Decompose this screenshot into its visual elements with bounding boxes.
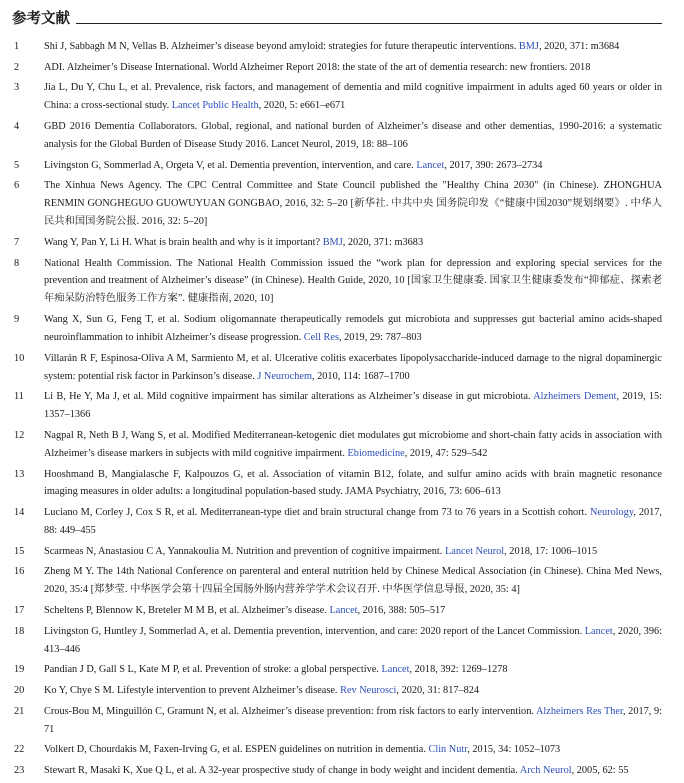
reference-item bbox=[0, 427, 684, 463]
journal-link[interactable]: Alzheimers Dement bbox=[533, 391, 617, 403]
reference-number: 5 bbox=[14, 159, 20, 171]
journal-link[interactable]: BMJ bbox=[518, 41, 539, 52]
reference-text: Scheltens P, Blennow K, Breteler M M B, et al. Alzheimer’s disease. bbox=[44, 605, 330, 617]
reference-text: Stewart R, Masaki K, Xue Q L, et al. A 32-year prospective study of change in body weight and incident dementia. bbox=[44, 765, 520, 777]
reference-text: Pandian J D, Gall S L, Kate M P, et al. Prevention of stroke: a global perspective. bbox=[44, 664, 382, 676]
reference-item bbox=[0, 38, 684, 56]
reference-number: 18 bbox=[14, 625, 25, 637]
reference-text: Jia L, Du Y, Chu L, et al. Prevalence, risk factors, and management of dementia and mild cognitive impairment in adults aged 60 years or older in China: a cross-sectional study. bbox=[44, 82, 662, 112]
reference-text: , 2017, 9: 71 bbox=[44, 705, 662, 735]
reference-item bbox=[0, 59, 684, 77]
reference-text: Villarán R F, Espinosa-Oliva A M, Sarmiento M, et al. Ulcerative colitis exacerbates lipopolysaccharide-induced damage to the nigral dopaminergic system: potential risk factor in Parkinson’s disease. bbox=[44, 352, 662, 382]
reference-number: 19 bbox=[14, 664, 25, 676]
reference-number: 15 bbox=[14, 545, 25, 557]
section-title: 参考文献 bbox=[12, 11, 70, 27]
journal-link[interactable]: Lancet bbox=[584, 625, 613, 637]
reference-number: 13 bbox=[14, 468, 25, 480]
reference-item bbox=[0, 602, 684, 620]
reference-item bbox=[0, 741, 684, 759]
reference-text: , 2005, 62: 55 bbox=[571, 765, 629, 777]
reference-text: Wang X, Sun G, Feng T, et al. Sodium oligomannate therapeutically remodels gut microbiota and suppresses gut bacterial amino acids-shaped neuroinflammation to inhibit Alzheimer’s disease progression. bbox=[44, 314, 662, 343]
reference-item bbox=[0, 311, 684, 347]
reference-number: 9 bbox=[14, 314, 20, 326]
reference-list bbox=[0, 38, 684, 783]
reference-number: 23 bbox=[14, 765, 25, 777]
reference-item bbox=[0, 388, 684, 424]
journal-link[interactable]: Neurology bbox=[589, 507, 634, 519]
reference-text: , 2019, 29: 787–803 bbox=[338, 331, 422, 343]
reference-text: , 2015, 34: 1052–1073 bbox=[467, 744, 561, 756]
reference-number: 1 bbox=[14, 41, 20, 52]
reference-text: Shi J, Sabbagh M N, Vellas B. Alzheimer’s disease beyond amyloid: strategies for future therapeutic interventions. bbox=[44, 41, 519, 52]
reference-number: 2 bbox=[14, 61, 20, 73]
reference-number: 3 bbox=[14, 82, 20, 94]
reference-text: , 2017, 88: 449–455 bbox=[44, 507, 662, 537]
reference-text: , 2016, 388: 505–517 bbox=[357, 605, 446, 617]
reference-text: Li B, He Y, Ma J, et al. Mild cognitive impairment has similar alterations as Alzheimer’s disease in gut microbiota. bbox=[44, 391, 534, 403]
reference-number: 14 bbox=[14, 507, 25, 519]
reference-number: 7 bbox=[14, 236, 20, 248]
reference-text: Wang Y, Pan Y, Li H. What is brain health and why is it important? bbox=[44, 236, 323, 248]
journal-link[interactable]: Lancet bbox=[329, 605, 358, 617]
reference-text: , 2020, 396: 413–446 bbox=[44, 625, 662, 655]
reference-text: Zheng M Y. The 14th National Conference on parenteral and enteral nutrition held by Chinese Medical Association (in Chinese). China Med News, 2020, 35:4 [郑梦莹. 中华医学会第十四届全国肠外肠内营养学学术会议召开. 中华医学信息导报, 2020, 35: 4] bbox=[44, 566, 662, 596]
reference-item bbox=[0, 703, 684, 739]
reference-item bbox=[0, 177, 684, 231]
reference-text: Ko Y, Chye S M. Lifestyle intervention to prevent Alzheimer’s disease. bbox=[44, 685, 341, 697]
reference-item bbox=[0, 504, 684, 540]
reference-text: , 2017, 390: 2673–2734 bbox=[444, 159, 543, 171]
journal-link[interactable]: Lancet Public Health bbox=[171, 100, 259, 112]
journal-link[interactable]: J Neurochem bbox=[257, 370, 312, 382]
reference-text: , 2010, 114: 1687–1700 bbox=[311, 370, 410, 382]
reference-item bbox=[0, 682, 684, 700]
reference-number: 16 bbox=[14, 566, 25, 578]
journal-link[interactable]: Ebiomedicine bbox=[347, 447, 405, 459]
reference-item bbox=[0, 255, 684, 309]
reference-number: 11 bbox=[14, 391, 24, 403]
reference-number: 20 bbox=[14, 685, 25, 697]
reference-number: 17 bbox=[14, 605, 25, 617]
reference-text: Livingston G, Sommerlad A, Orgeta V, et al. Dementia prevention, intervention, and care. bbox=[44, 159, 417, 171]
journal-link[interactable]: Rev Neurosci bbox=[340, 685, 397, 697]
reference-number: 6 bbox=[14, 180, 20, 192]
reference-item bbox=[0, 762, 684, 780]
reference-number: 22 bbox=[14, 744, 25, 756]
reference-number: 4 bbox=[14, 121, 20, 133]
reference-item bbox=[0, 543, 684, 561]
reference-text: ADI. Alzheimer’s Disease International. World Alzheimer Report 2018: the state of the art of dementia research: new frontiers. 2018 bbox=[44, 61, 591, 73]
reference-item bbox=[0, 350, 684, 386]
journal-link[interactable]: BMJ bbox=[322, 236, 343, 248]
journal-link[interactable]: Cell Res bbox=[303, 331, 339, 343]
reference-number: 12 bbox=[14, 429, 25, 441]
reference-text: Luciano M, Corley J, Cox S R, et al. Mediterranean-type diet and brain structural change from 73 to 76 years in a Scottish cohort. bbox=[44, 507, 590, 519]
reference-item bbox=[0, 234, 684, 252]
reference-text: National Health Commission. The National Health Commission issued the “work plan for depression and exploring special services for the prevention and treatment of Alzheimer’s disease” (in Chinese). Health Guide, 2020, 10 [国家卫生健康委. 国家卫生健康委发布“抑郁症、探索老年痴呆防治特色服务工作方案”. 健康指南, 2020, 10] bbox=[44, 257, 662, 305]
reference-text: , 2019, 15: 1357–1366 bbox=[44, 391, 662, 421]
reference-item bbox=[0, 563, 684, 599]
header-divider bbox=[76, 23, 662, 24]
journal-link[interactable]: Lancet bbox=[416, 159, 445, 171]
reference-text: The Xinhua News Agency. The CPC Central Committee and State Council published the "Healthy China 2030" (in Chinese). ZHONGHUA RENMIN GONGHEGUO GUOWUYUAN GONGBAO, 2016, 32: 5–20 [新华社. 中共中央 国务院印发《“健康中国2030”规划纲要》. 中华人民共和国国务院公报. 2016, 32: 5–20] bbox=[44, 180, 662, 228]
reference-number: 10 bbox=[14, 352, 25, 364]
journal-link[interactable]: Alzheimers Res Ther bbox=[535, 705, 623, 717]
reference-text: Crous-Bou M, Minguillón C, Gramunt N, et al. Alzheimer’s disease prevention: from risk factors to early intervention. bbox=[44, 705, 536, 717]
journal-link[interactable]: Arch Neurol bbox=[519, 765, 572, 777]
reference-number: 21 bbox=[14, 705, 25, 717]
reference-text: Volkert D, Chourdakis M, Faxen-Irving G, et al. ESPEN guidelines on nutrition in dementia. bbox=[44, 744, 429, 756]
journal-link[interactable]: Clin Nutr bbox=[428, 744, 468, 756]
reference-item bbox=[0, 118, 684, 154]
reference-text: GBD 2016 Dementia Collaborators. Global, regional, and national burden of Alzheimer’s disease and other dementias, 1990-2016: a systematic analysis for the Global Burden of Disease Study 2016. Lancet Neurol, 2019, 18: 88–106 bbox=[44, 121, 662, 150]
references-header bbox=[12, 10, 662, 28]
reference-text: , 2018, 17: 1006–1015 bbox=[504, 545, 598, 557]
reference-item bbox=[0, 661, 684, 679]
reference-number: 8 bbox=[14, 257, 20, 269]
reference-item bbox=[0, 466, 684, 502]
reference-text: Nagpal R, Neth B J, Wang S, et al. Modified Mediterranean-ketogenic diet modulates gut microbiome and short-chain fatty acids in association with Alzheimer’s disease markers in subjects with mild cognitive impairment. bbox=[44, 429, 662, 459]
reference-item bbox=[0, 79, 684, 115]
reference-text: Hooshmand B, Mangialasche F, Kalpouzos G, et al. Association of vitamin B12, folate, and sulfur amino acids with brain magnetic resonance imaging measures in older adults: a longitudinal population-based study. JAMA Psychiatry, 2016, 73: 606–613 bbox=[44, 468, 662, 498]
reference-text: Scarmeas N, Anastasiou C A, Yannakoulia M. Nutrition and prevention of cognitive impairment. bbox=[44, 545, 445, 557]
journal-link[interactable]: Lancet Neurol bbox=[444, 545, 505, 557]
reference-text: , 2020, 5: e661–e671 bbox=[258, 100, 346, 112]
reference-text: , 2018, 392: 1269–1278 bbox=[409, 664, 508, 676]
reference-text: , 2020, 371: m3683 bbox=[342, 236, 424, 248]
reference-text: , 2019, 47: 529–542 bbox=[404, 447, 488, 459]
reference-item bbox=[0, 157, 684, 175]
reference-text: Livingston G, Huntley J, Sommerlad A, et al. Dementia prevention, intervention, and care: 2020 report of the Lancet Commission. bbox=[44, 625, 585, 637]
reference-item bbox=[0, 623, 684, 659]
journal-link[interactable]: Lancet bbox=[381, 664, 410, 676]
reference-text: , 2020, 371: m3684 bbox=[538, 41, 620, 52]
reference-text: , 2020, 31: 817–824 bbox=[396, 685, 480, 697]
